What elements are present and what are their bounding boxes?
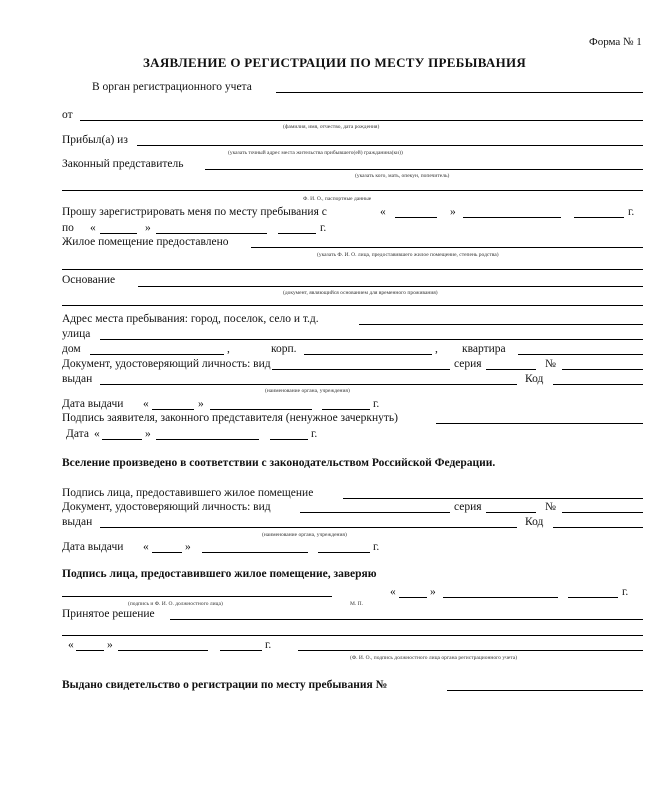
provider-number-field[interactable] (562, 512, 643, 513)
end-month-field[interactable] (156, 233, 267, 234)
certify-label: Подпись лица, предоставившего жилое помещение, заверяю (62, 568, 377, 580)
apartment-field[interactable] (518, 354, 643, 355)
street-field[interactable] (100, 339, 643, 340)
end-quote-close: » (145, 222, 151, 234)
arrived-hint: (указать точный адрес места жительства прибывшего(ей) гражданина(ки)) (228, 150, 403, 156)
request-label: Прошу зарегистрировать меня по месту пребывания с (62, 206, 327, 218)
official-signature-hint: (подпись и Ф. И. О. должностного лица) (128, 601, 223, 607)
id-issue-date-label: Дата выдачи (62, 398, 124, 410)
end-quote-open: « (90, 222, 96, 234)
certify-year-field[interactable] (568, 597, 618, 598)
sign-year-field[interactable] (270, 439, 308, 440)
id-code-label: Код (525, 373, 544, 385)
id-issued-label: выдан (62, 373, 93, 385)
house-comma: , (227, 343, 230, 355)
decision-quote-open: « (68, 639, 74, 651)
sign-date-quote-close: » (145, 428, 151, 440)
applicant-signature-label: Подпись заявителя, законного представителя (ненужное зачеркнуть) (62, 412, 398, 424)
housing-field[interactable] (251, 247, 643, 248)
legal-rep-field-2[interactable] (62, 190, 643, 191)
decision-month-field[interactable] (118, 650, 208, 651)
sign-date-quote-open: « (94, 428, 100, 440)
official-name-hint: (Ф. И. О., подпись должностного лица органа регистрационного учета) (350, 655, 518, 661)
housing-field-2[interactable] (62, 269, 643, 270)
provider-issued-hint: (наименование органа, учреждения) (262, 532, 347, 538)
id-number-field[interactable] (562, 369, 643, 370)
until-label: по (62, 222, 74, 234)
applicant-signature-field[interactable] (436, 423, 643, 424)
decision-label: Принятое решение (62, 608, 155, 620)
start-day-field[interactable] (395, 217, 437, 218)
id-doc-type-field[interactable] (272, 369, 450, 370)
end-year-suffix: г. (320, 222, 327, 234)
street-label: улица (62, 328, 91, 340)
arrived-from-field[interactable] (137, 145, 643, 146)
decision-year-field[interactable] (220, 650, 262, 651)
id-issue-year-suffix: г. (373, 398, 380, 410)
sign-day-field[interactable] (102, 439, 142, 440)
decision-field[interactable] (170, 619, 643, 620)
id-issue-year-field[interactable] (322, 409, 370, 410)
provider-issue-day-field[interactable] (152, 552, 182, 553)
provider-series-field[interactable] (486, 512, 536, 513)
id-issue-month-field[interactable] (210, 409, 312, 410)
certify-quote-close: » (430, 586, 436, 598)
certificate-number-field[interactable] (447, 690, 643, 691)
id-series-field[interactable] (486, 369, 536, 370)
certificate-label: Выдано свидетельство о регистрации по месту пребывания № (62, 679, 388, 691)
address-label: Адрес места пребывания: город, поселок, село и т.д. (62, 313, 319, 325)
provider-issue-date-label: Дата выдачи (62, 541, 124, 553)
building-comma: , (435, 343, 438, 355)
from-label: от (62, 109, 73, 121)
start-month-field[interactable] (463, 217, 561, 218)
provider-code-label: Код (525, 516, 544, 528)
housing-label: Жилое помещение предоставлено (62, 236, 229, 248)
form-number: Форма № 1 (589, 36, 642, 48)
certify-month-field[interactable] (443, 597, 558, 598)
provider-signature-label: Подпись лица, предоставившего жилое помещение (62, 487, 314, 499)
legal-rep-hint-1: (указать кого, мать, опекун, попечитель) (355, 173, 450, 179)
provider-issued-field[interactable] (100, 527, 517, 528)
provider-date-quote-close: » (185, 541, 191, 553)
building-field[interactable] (304, 354, 432, 355)
sign-date-label: Дата (66, 428, 89, 440)
from-hint: (фамилия, имя, отчество, дата рождения) (283, 124, 380, 130)
settlement-text: Вселение произведено в соответствии с законодательством Российской Федерации (62, 457, 493, 469)
decision-day-field[interactable] (76, 650, 104, 651)
id-number-label: № (545, 358, 556, 370)
stamp-label: М. П. (350, 601, 363, 607)
decision-year-suffix: г. (265, 639, 272, 651)
settlement-period: . (492, 457, 496, 469)
basis-field-2[interactable] (62, 305, 643, 306)
legal-rep-field[interactable] (205, 169, 643, 170)
from-field[interactable] (80, 120, 643, 121)
provider-issue-month-field[interactable] (202, 552, 308, 553)
decision-quote-close: » (107, 639, 113, 651)
provider-doc-type-field[interactable] (300, 512, 450, 513)
start-year-suffix: г. (628, 206, 635, 218)
housing-hint: (указать Ф. И. О. лица, предоставившего жилое помещение, степень родства) (317, 252, 499, 258)
settlement-statement (62, 457, 495, 470)
id-date-quote-open: « (143, 398, 149, 410)
provider-issued-label: выдан (62, 516, 93, 528)
end-day-field[interactable] (100, 233, 137, 234)
provider-issue-year-field[interactable] (318, 552, 370, 553)
official-name-field[interactable] (298, 650, 643, 651)
official-signature-field[interactable] (62, 596, 332, 597)
certify-year-suffix: г. (622, 586, 629, 598)
certify-day-field[interactable] (399, 597, 427, 598)
id-series-label: серия (454, 358, 482, 370)
id-date-quote-close: » (198, 398, 204, 410)
apartment-label: квартира (462, 343, 506, 355)
house-label: дом (62, 343, 81, 355)
start-year-field[interactable] (574, 217, 624, 218)
arrived-from-label: Прибыл(а) из (62, 134, 128, 146)
legal-rep-hint-2: Ф. И. О., паспортные данные (303, 196, 372, 202)
address-field[interactable] (359, 324, 643, 325)
basis-hint: (документ, являющийся основанием для временного проживания) (283, 290, 438, 296)
legal-rep-label: Законный представитель (62, 158, 184, 170)
provider-code-field[interactable] (553, 527, 643, 528)
id-doc-label: Документ, удостоверяющий личность: вид (62, 358, 271, 370)
provider-number-label: № (545, 501, 556, 513)
certify-quote-open: « (390, 586, 396, 598)
basis-field[interactable] (138, 286, 643, 287)
registration-organ-field[interactable] (276, 92, 643, 93)
basis-label: Основание (62, 274, 116, 286)
provider-date-quote-open: « (143, 541, 149, 553)
registration-organ-label: В орган регистрационного учета (92, 81, 252, 93)
id-issue-day-field[interactable] (152, 409, 194, 410)
id-code-field[interactable] (553, 384, 643, 385)
start-quote-open: « (380, 206, 386, 218)
sign-month-field[interactable] (156, 439, 259, 440)
provider-issue-year-suffix: г. (373, 541, 380, 553)
start-quote-close: » (450, 206, 456, 218)
sign-year-suffix: г. (311, 428, 318, 440)
decision-field-2[interactable] (62, 635, 643, 636)
id-issued-hint: (наименование органа, учреждения) (265, 388, 350, 394)
page-title: ЗАЯВЛЕНИЕ О РЕГИСТРАЦИИ ПО МЕСТУ ПРЕБЫВАНИЯ (143, 55, 527, 70)
id-issued-field[interactable] (100, 384, 517, 385)
provider-doc-label: Документ, удостоверяющий личность: вид (62, 501, 271, 513)
house-field[interactable] (90, 354, 224, 355)
end-year-field[interactable] (278, 233, 316, 234)
building-label: корп. (271, 343, 297, 355)
provider-signature-field[interactable] (343, 498, 643, 499)
provider-series-label: серия (454, 501, 482, 513)
